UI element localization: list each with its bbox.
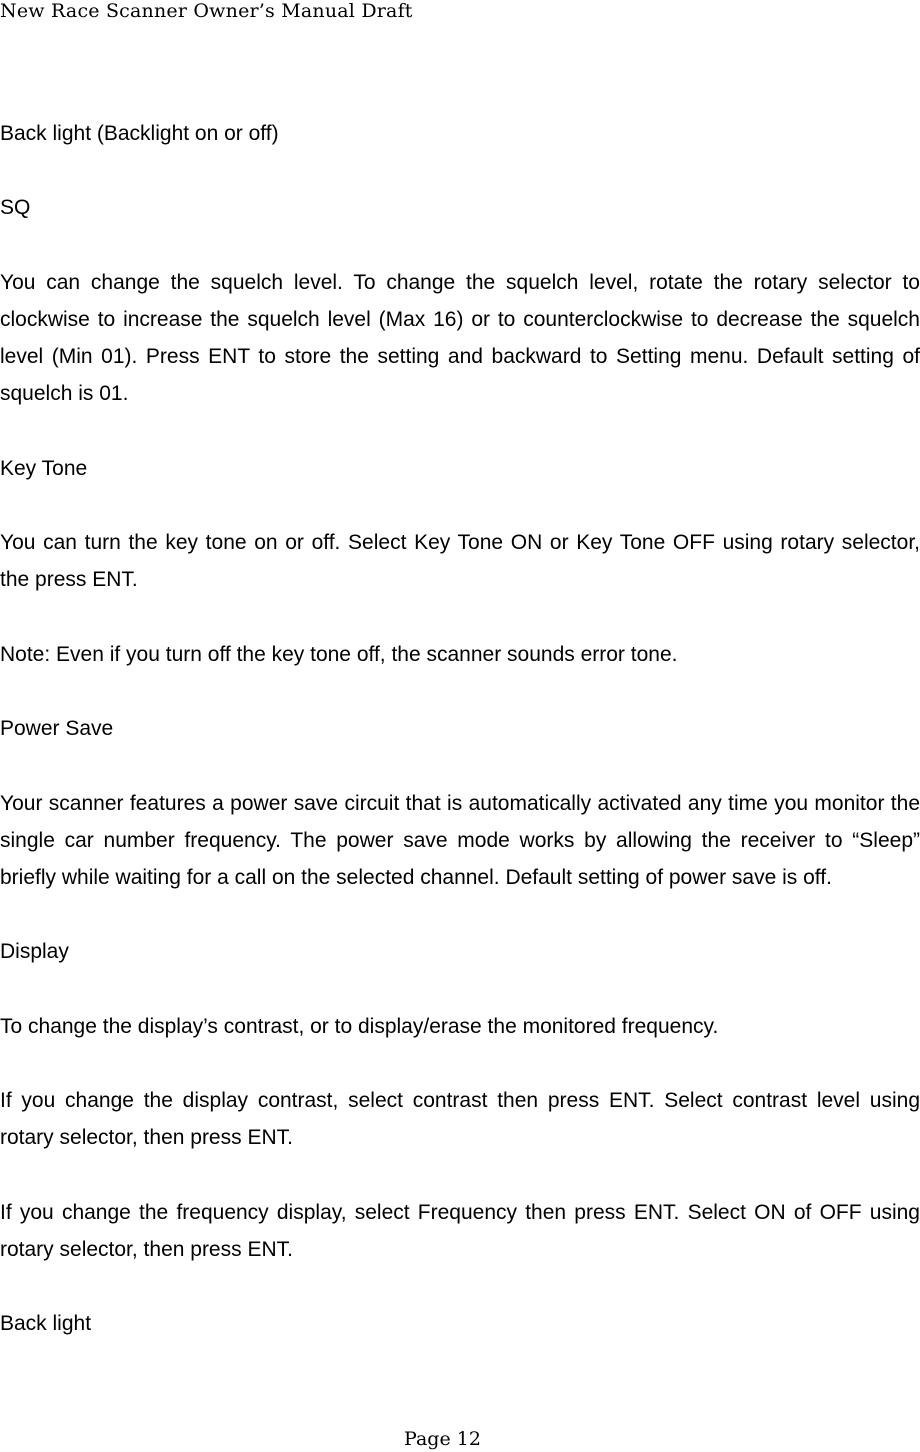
paragraph-display-frequency: If you change the frequency display, select Frequency then press ENT. Select ON of OFF using rotary selector, then press ENT. — [0, 1200, 920, 1261]
paragraph-power-save: Your scanner features a power save circuit that is automatically activated any time you monitor the single car number frequency. The power save mode works by allowing the receiver to “Sleep” briefly while waiting for a call on the selected channel. Default setting of power save is off. — [0, 791, 920, 889]
paragraph-sq: You can change the squelch level. To change the squelch level, rotate the rotary selector to clockwise to increase the squelch level (Max 16) or to counterclockwise to decrease the squelch level (Min 01). Press ENT to store the setting and backward to Setting menu. Default setting of squelch is 01. — [0, 270, 920, 406]
document-body — [0, 115, 920, 1343]
section-heading-power-save: Power Save — [0, 717, 114, 741]
page-number: Page 12 — [404, 1428, 481, 1450]
paragraph-key-tone-note: Note: Even if you turn off the key tone off, the scanner sounds error tone. — [0, 642, 678, 666]
section-heading-backlight: Back light (Backlight on or off) — [0, 122, 279, 145]
section-heading-backlight-2: Back light — [0, 1312, 92, 1336]
paragraph-display: To change the display’s contrast, or to display/erase the monitored frequency. — [0, 1014, 719, 1038]
paragraph-key-tone: You can turn the key tone on or off. Select Key Tone ON or Key Tone OFF using rotary selector, the press ENT. — [0, 531, 920, 592]
paragraph-display-contrast: If you change the display contrast, select contrast then press ENT. Select contrast level using rotary selector, then press ENT. — [0, 1089, 920, 1150]
section-heading-display: Display — [0, 940, 69, 964]
page-header: New Race Scanner Owner’s Manual Draft — [0, 0, 413, 22]
section-heading-key-tone: Key Tone — [0, 456, 88, 480]
section-heading-sq: SQ — [0, 196, 31, 220]
